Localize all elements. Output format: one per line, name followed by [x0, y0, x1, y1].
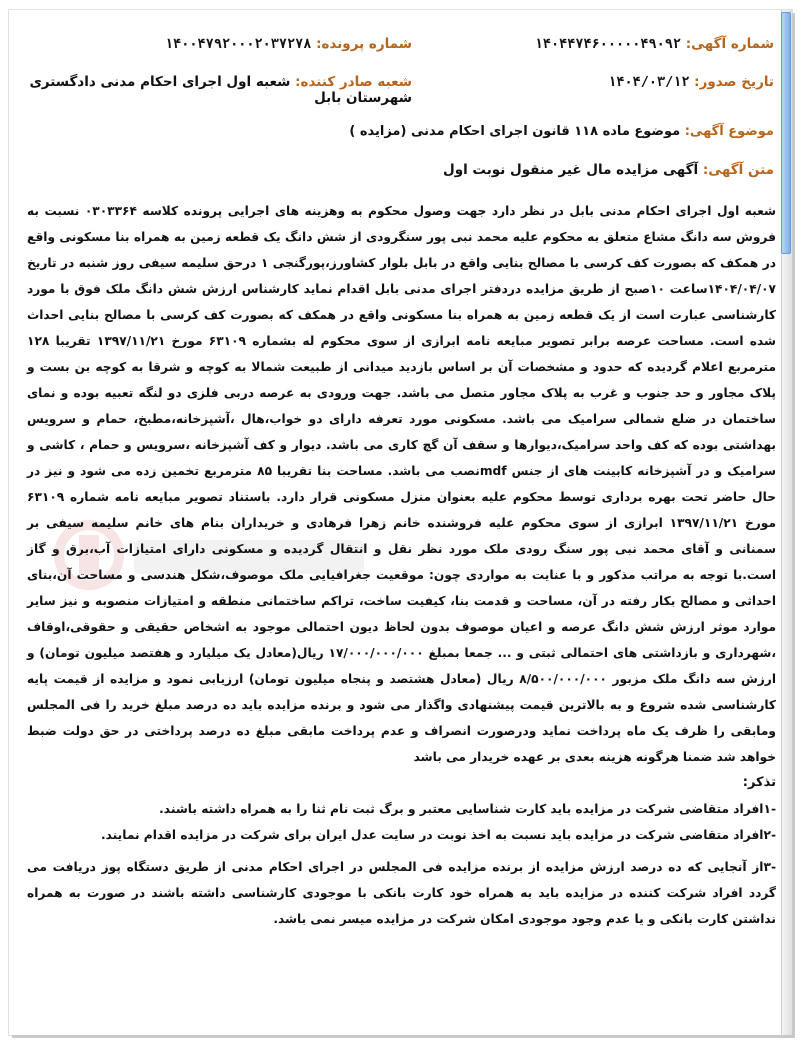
note-item-2: -۲افراد متقاضی شرکت در مزایده باید نسبت به اخذ نوبت در سایت عدل ایران برای شرکت در مزایده اقدام نمایند. [101, 828, 776, 842]
meta-row-issue [27, 74, 774, 106]
notes-title: تذکر: [742, 775, 776, 790]
vertical-scrollbar[interactable] [781, 10, 792, 1035]
meta-row-numbers [27, 36, 774, 58]
case-number-label: شماره پرونده: [316, 36, 412, 52]
body-heading-text: آگهی مزایده مال غیر منقول نوبت اول [442, 162, 699, 178]
scrollbar-thumb[interactable] [781, 12, 791, 254]
issuer-field [27, 74, 412, 106]
notice-body: شعبه اول اجرای احکام مدنی بابل در نظر دارد جهت وصول محکوم به وهزینه های اجرایی پرونده کلاسه ۰۳۰۳۳۶۴ نسبت به فروش سه دانگ مشاع متعلق به محکوم علیه محمد نبی پور سنگرودی از شش دانگ یک قطعه زمین به همراه بنا مسکونی واقع در همکف که بصورت کف کرسی با مصالح بنایی واقع در بابل بلوار کشاورز،پورگنجی ۱ درحق سلیمه سیفی روز شنبه در تاریخ ۱۴۰۴/۰۴/۰۷ساعت ۱۰صبح از طریق مزایده دردفتر اجرای مدنی بابل اقدام نماید کارشناس ارزش شش دانگ ملک فوق با مورد کارشناسی عبارت است از یک قطعه زمین به همراه بنا مسکونی واقع در همکف که بصورت کف کرسی با مصالح بنایی احداث شده است. مساحت عرصه برابر تصویر مبایعه نامه ابرازی از سوی محکوم له بشماره ۶۳۱۰۹ مورخ ۱۳۹۷/۱۱/۲۱ تقریبا ۱۲۸ مترمربع اعلام گردیده که حدود و مشخصات آن بر اساس بازدید میدانی از طبیعت شمالا به کوچه و شرقا به کوچه بن بست و پلاک مجاور و حد جنوب و غرب به پلاک مجاور متصل می باشد. جهت ورودی به عرصه دربی فلزی دو لنگه تعبیه بوده و نمای ساختمان در ضلع شمالی سرامیک می باشد. مسکونی مورد تعرفه دارای دو خواب،هال ،آشپزخانه،مطبخ، حمام و سرویس بهداشتی بوده که کف واحد سرامیک،دیوارها و سقف آن گچ کاری می باشد. دیوار و کف آشپزخانه ،سرویس و حمام ، کاشی و سرامیک و در آشپزخانه کابینت های از جنس mdfنصب می باشد. مساحت بنا تقریبا ۸۵ مترمربع تخمین زده می شود و نیز در حال حاضر تحت بهره برداری توسط محکوم علیه بعنوان منزل مسکونی قرار دارد. باستناد تصویر مبایعه نامه شماره ۶۳۱۰۹ مورخ ۱۳۹۷/۱۱/۲۱ ابرازی از سوی محکوم علیه فروشنده خانم زهرا فرهادی و خریداران بنام های خانم سلیمه سیفی بر سمنانی و آقای محمد نبی پور سنگ رودی ملک مورد نظر نقل و انتقال گردیده و مسکونی دارای امتیازات آب،برق و گاز است.با توجه به مراتب مذکور و با عنایت به مواردی چون: موقعیت جغرافیایی ملک موصوف،شکل هندسی و مساحت آن،بنای احداثی و مصالح بکار رفته در آن، مساحت و قدمت بنا، کیفیت ساخت، تراکم ساختمانی منطقه و امتیازات منصوبه و نیز سایر موارد موثر ارزش شش دانگ عرصه و اعیان موصوف بدون لحاظ دیون احتمالی موجود به اشخاص حقیقی و حقوقی،اوقاف ،شهرداری و بازداشتی های احتمالی ثبتی و ... جمعا بمبلغ ۱۷/۰۰۰/۰۰۰/۰۰۰ ریال(معادل یک میلیارد و هفتصد میلیون تومان) و ارزش سه دانگ ملک مزبور ۸/۵۰۰/۰۰۰/۰۰۰ ریال (معادل هشتصد و پنجاه میلیون تومان) ارزیابی نمود و مزایده از قیمت پایه کارشناسی شده شروع و به بالاترین قیمت پیشنهادی واگذار می شود و برنده مزایده باید ده درصد مبلغ خرید را فی المجلس ومابقی را ظرف یک ماه پرداخت نماید ودرصورت انصراف و عدم پرداخت مابقی مبلغ ده درصد پرداختی در حق دولت ضبط خواهد شد ضمنا هرگونه هزینه بعدی بر عهده خریدار می باشد [27, 204, 777, 764]
case-number-value: ۱۴۰۰۴۷۹۲۰۰۰۲۰۳۷۲۷۸ [165, 36, 312, 52]
note-item-1: -۱افراد متقاضی شرکت در مزایده باید کارت شناسایی معتبر و برگ ثبت نام ثنا را به همراه داشته باشند. [159, 802, 776, 816]
issue-date-field [608, 74, 774, 90]
case-number-field [165, 36, 412, 52]
notice-content [27, 198, 776, 932]
body-heading-row [27, 162, 774, 184]
note-item-3: -۳از آنجایی که ده درصد ارزش مزایده از برنده مزایده فی المجلس در اجرای احکام مدنی از طریق دستگاه پوز دریافت می گردد افراد شرکت کننده در مزایده باید به همراه خود کارت بانکی با موجودی کارشناسی داشته باشند در صورت به همراه نداشتن کارت بانکی و یا عدم وجود موجودی امکان شرکت در مزایده میسر نمی باشد. [27, 860, 776, 926]
subject-label: موضوع آگهی: [684, 124, 774, 139]
subject-row [27, 124, 774, 146]
issue-date-label: تاریخ صدور: [694, 74, 774, 90]
ad-number-field [535, 36, 774, 52]
subject-text: موضوع ماده ۱۱۸ قانون اجرای احکام مدنی (مزایده ) [349, 124, 681, 139]
ad-number-label: شماره آگهی: [685, 36, 774, 52]
issuer-label: شعبه صادر کننده: [295, 74, 412, 90]
notice-frame [9, 10, 792, 1035]
issuer-value: شعبه اول اجرای احکام مدنی دادگستری شهرستان بابل [29, 74, 412, 106]
issue-date-value: ۱۴۰۴/۰۳/۱۲ [608, 74, 690, 90]
ad-number-value: ۱۴۰۴۴۷۴۶۰۰۰۰۰۴۹۰۹۲ [534, 36, 681, 52]
body-heading-label: متن آگهی: [702, 162, 774, 178]
